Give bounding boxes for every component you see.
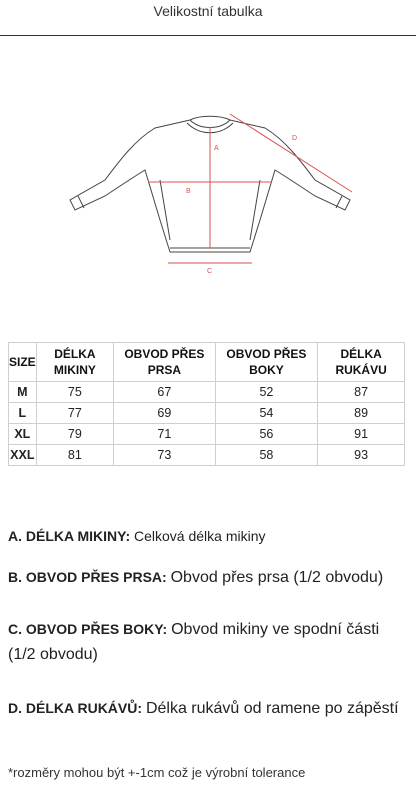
label-c: C (207, 268, 213, 275)
table-cell: 91 (318, 424, 405, 445)
description-text: Délka rukávů od ramene po zápěstí (145, 700, 399, 717)
label-a: A (214, 145, 219, 152)
table-cell: 75 (36, 382, 113, 403)
description-text: Celková délka mikiny (134, 528, 266, 544)
col-header-obvod-prsa: OBVOD PŘES PRSA (114, 343, 216, 382)
tolerance-footnote: *rozměry mohou být +-1cm což je výrobní tolerance (8, 765, 306, 780)
size-cell: M (9, 382, 37, 403)
table-row (9, 382, 405, 403)
table-cell: 79 (36, 424, 113, 445)
page-title: Velikostní tabulka (153, 3, 263, 19)
size-cell: L (9, 403, 37, 424)
col-header-delka-rukavu: DÉLKA RUKÁVU (318, 343, 405, 382)
table-row (9, 445, 405, 466)
table-cell: 81 (36, 445, 113, 466)
size-cell: XXL (9, 445, 37, 466)
table-cell: 58 (215, 445, 318, 466)
table-cell: 54 (215, 403, 318, 424)
table-cell: 56 (215, 424, 318, 445)
table-cell: 87 (318, 382, 405, 403)
size-table (8, 342, 405, 466)
size-cell: XL (9, 424, 37, 445)
description-text: Obvod přes prsa (1/2 obvodu) (170, 569, 384, 586)
table-cell: 52 (215, 382, 318, 403)
col-header-size: SIZE (9, 343, 37, 382)
table-header-row (9, 343, 405, 382)
label-b: B (186, 188, 191, 195)
description-term: D. DÉLKA RUKÁVŮ: (8, 700, 143, 716)
description-d (8, 696, 408, 721)
table-row (9, 424, 405, 445)
table-cell: 67 (114, 382, 216, 403)
table-cell: 71 (114, 424, 216, 445)
label-d: D (292, 135, 298, 142)
table-row (9, 403, 405, 424)
col-header-obvod-boky: OBVOD PŘES BOKY (215, 343, 318, 382)
title-divider (0, 35, 416, 36)
table-cell: 73 (114, 445, 216, 466)
table-cell: 69 (114, 403, 216, 424)
description-a (8, 524, 408, 548)
description-term: A. DÉLKA MIKINY: (8, 528, 131, 544)
sweatshirt-diagram (60, 100, 360, 280)
description-term: C. OBVOD PŘES BOKY: (8, 621, 168, 637)
description-term: B. OBVOD PŘES PRSA: (8, 569, 167, 585)
description-b (8, 565, 408, 590)
col-header-delka-mikiny: DÉLKA MIKINY (36, 343, 113, 382)
table-cell: 77 (36, 403, 113, 424)
collar (190, 120, 230, 128)
description-c (8, 617, 408, 667)
description-text: Obvod mikiny ve spodní části (1/2 obvodu) (8, 621, 380, 663)
table-cell: 89 (318, 403, 405, 424)
table-cell: 93 (318, 445, 405, 466)
